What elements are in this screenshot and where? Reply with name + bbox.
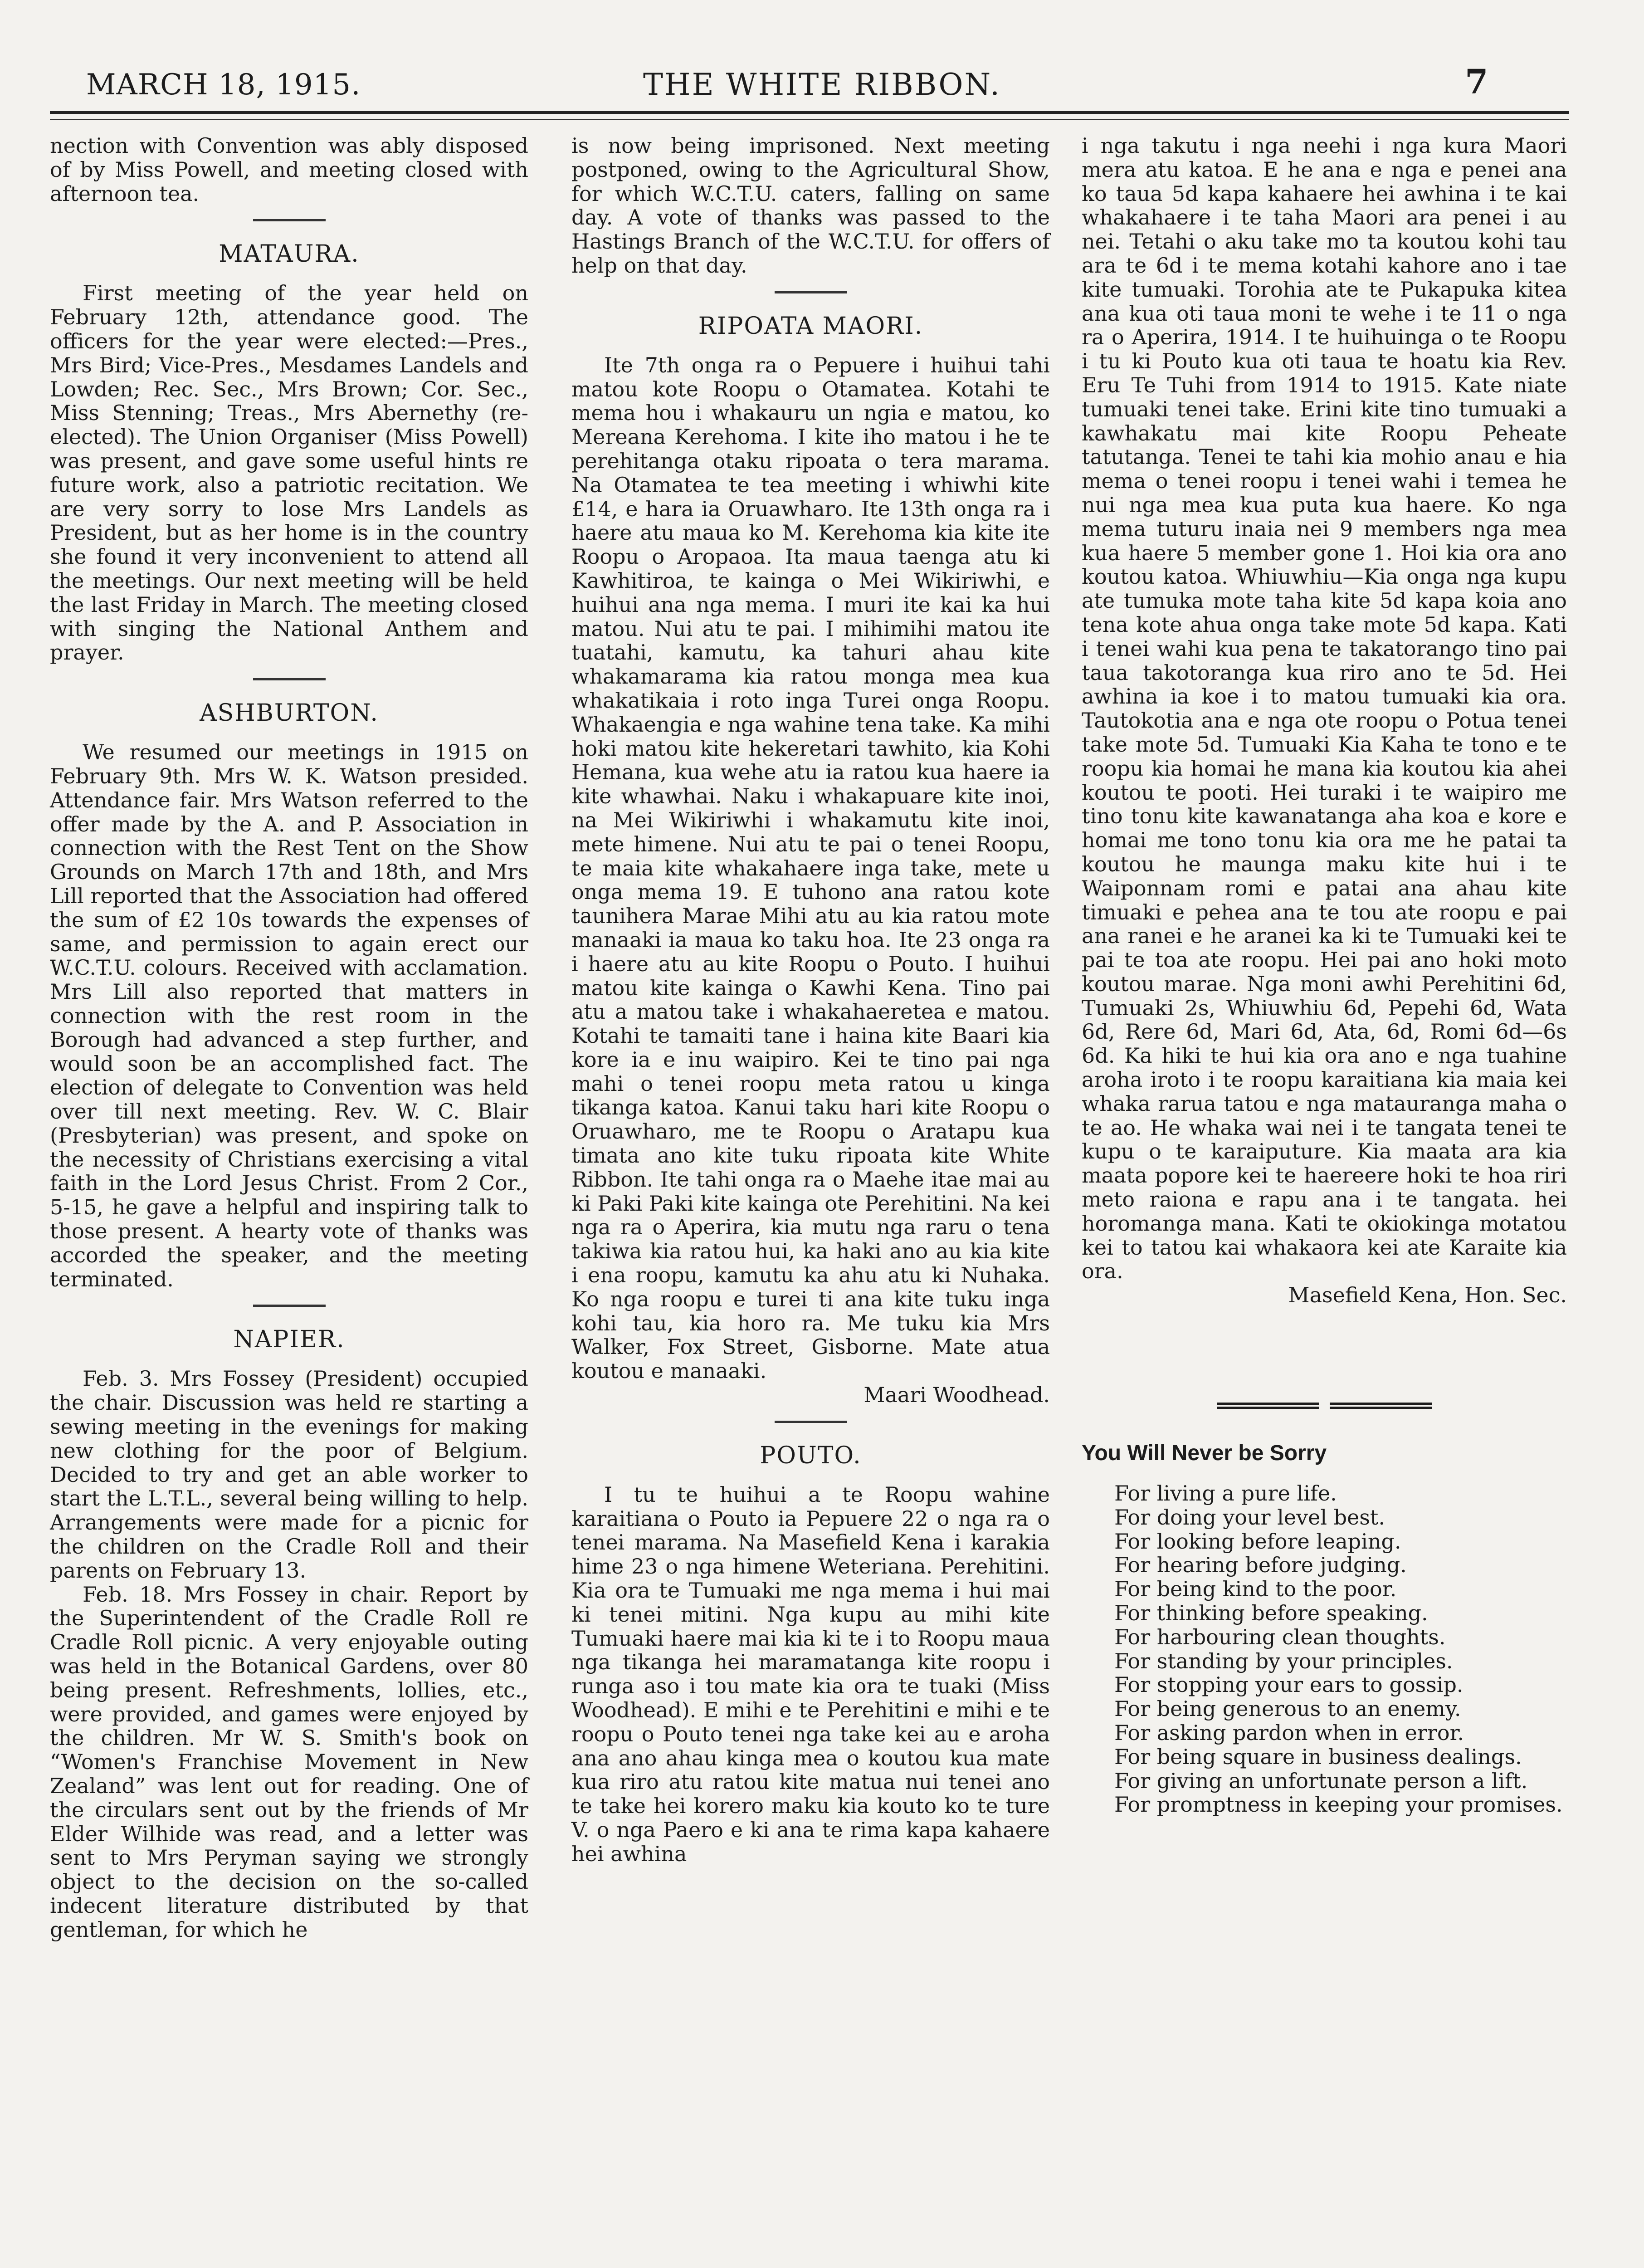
poem-line: For thinking before speaking. bbox=[1114, 1601, 1428, 1626]
section-divider bbox=[253, 1305, 326, 1307]
issue-date: MARCH 18, 1915. bbox=[86, 68, 361, 102]
section-heading-ashburton: ASHBURTON. bbox=[200, 699, 379, 727]
section-divider bbox=[253, 678, 326, 680]
masthead-rule-thin bbox=[50, 119, 1569, 120]
continued-paragraph: nection with Convention was ably disposed of by Miss Powell, and meeting closed with afternoon tea. bbox=[50, 133, 528, 206]
poem bbox=[1082, 1481, 1567, 1817]
poem-line: For being generous to an enemy. bbox=[1114, 1696, 1461, 1721]
ripoata-maori-report: Ite 7th onga ra o Pepuere i huihui tahi matou kote Roopu o Otamatea. Kotahi te mema hou i whakauru un ngia e matou, ko Mereana Kerehoma. I kite iho matou i he te perehitanga otaku ripoata o tera marama. Na Otamatea te tea meeting i whiwhi kite £14, e hara ia Oruawharo. Ite 13th onga ra i haere atu maua ko M. Kerehoma kia kite ite Roopu o Aropaoa. Ita maua taenga atu ki Kawhitiroa, te kainga o Mei Wikiriwhi, e huihui ana nga mema. I muri ite kai ka hui matou. Nui atu te pai. I mihimihi matou ite tuatahi, kamutu, ka tahuri ahau kite whakamarama kia ratou monga mea kua whakatikaia i roto inga Turei onga Roopu. Whakaengia e nga wahine tena take. Ka mihi hoki matou kite hekeretari tawhito, kia Kohi Hemana, kua wehe atu ia ratou kua haere ia kite whawhai. Naku i whakapuare kite inoi, na Mei Wikiriwhi i whakamutu kite inoi, mete himene. Nui atu te pai o tenei Roopu, te maia kite whakahaere inga take, mete u onga mema 19. E tuhono ana ratou kote taunihera Marae Mihi atu au kia ratou mote manaaki ia maua ko taku hoa. Ite 23 onga ra i haere atu au kite Roopu o Pouto. I huihui matou kite kainga o Kawhi Kena. Tino pai atu a matou take i whakahaeretea e matou. Kotahi te tamaiti tane i haina kite Baari kia kore ia e inu waipiro. Kei te tino pai nga mahi o tenei roopu meta ratou u kinga tikanga katoa. Kanui taku hari kite Roopu o Oruawharo, me te Roopu o Aratapu kua timata ano kite tuku ripoata kite White Ribbon. Ite tahi onga ra o Maehe itae mai au ki Paki Paki kite kainga ote Perehitini. Na kei nga ra o Aperira, kia mutu nga raru o tena takiwa kia ratou hui, ka haki ano au kia kite i ena roopu, kamutu ka ahu atu ki Nuhaka. Ko nga roopu e turei ti ana kite tuku inga kohi tau, kia horo ra. Me tuku kia Mrs Walker, Fox Street, Gisborne. Mate atua koutou e manaaki. bbox=[571, 352, 1050, 1383]
napier-report-feb3: Feb. 3. Mrs Fossey (President) occupied the chair. Discussion was held re starting a sewing meeting in the evenings for making new clothing for the poor of Belgium. Decided to try and get an able worker to start the L.T.L., several being willing to help. Arrangements were made for a picnic for the children on the Cradle Roll and their parents on February 13. bbox=[50, 1366, 528, 1583]
poem-line: For doing your level best. bbox=[1114, 1505, 1385, 1530]
poem-line: For being kind to the poor. bbox=[1114, 1577, 1397, 1602]
newspaper-title: THE WHITE RIBBON. bbox=[643, 67, 1001, 102]
poem-line: For harbouring clean thoughts. bbox=[1114, 1624, 1446, 1649]
poem-line: For giving an unfortunate person a lift. bbox=[1114, 1768, 1528, 1793]
page-number: 7 bbox=[1465, 63, 1488, 102]
poem-line: For asking pardon when in error. bbox=[1114, 1721, 1464, 1745]
column-3 bbox=[1082, 134, 1567, 1817]
column-2 bbox=[571, 134, 1050, 1866]
ashburton-report: We resumed our meetings in 1915 on February 9th. Mrs W. K. Watson presided. Attendance fair. Mrs Watson referred to the offer made by the A. and P. Association in connection with the Rest Tent on the Show Grounds on March 17th and 18th, and Mrs Lill reported that the Association had offered the sum of £2 10s towards the expenses of same, and permission to again erect our W.C.T.U. colours. Received with acclamation. Mrs Lill also reported that matters in connection with the rest room in the Borough had advanced a step further, and would soon be an accomplished fact. The election of delegate to Convention was held over till next meeting. Rev. W. C. Blair (Presbyterian) was present, and spoke on the necessity of Christians exercising a vital faith in the Lord Jesus Christ. From 2 Cor., 5-15, he gave a helpful and inspiring talk to those present. A hearty vote of thanks was accorded the speaker, and the meeting terminated. bbox=[50, 740, 528, 1291]
section-divider bbox=[775, 291, 847, 293]
continued-paragraph: i nga takutu i nga neehi i nga kura Maori mera atu katoa. E he ana e nga e penei ana ko taua 5d kapa kahaere hei awhina i te kai whakahaere i te taha Maori ara penei i au nei. Tetahi o aku take mo ta koutou kohi tau ara te 6d i te mema kotahi kahore ano i tae kite tumuaki. Torohia ate te Pukapuka kitea ana kua oti taua moni te wehe i te 11 o nga ra o Aperira, 1914. I te huihuinga o te Roopu i tu ki Pouto kua oti taua te hoatu kia Rev. Eru Te Tuhi from 1914 to 1915. Kate niate tumuaki tenei take. Erini kite tino tumuaki a kawhakatu mai kite Roopu Peheate tatutanga. Tenei te tahi kia mohio anau e hia mema o tenei roopu i tenei wahi i temea he nui nga mea kua puta kua haere. Ko nga mema tuturu inaia nei 9 members nga mea kua haere 5 member gone 1. Hoi kia ora ano koutou katoa. Whiuwhiu—Kia onga nga kupu ate tumuka mote taha kite 5d kapa koia ano tena kote ahua onga take mote 5d kapa. Kati i tenei wahi kua pena te takatorango tino pai taua takotoranga kua riro ano te 5d. Hei awhina ia koe i to matou tumuaki kia ora. Tautokotia ana e nga ote roopu o Potua tenei take mote 5d. Tumuaki Kia Kaha te tono e te roopu kia homai he mana kia koutou kia ahei koutou te pooti. Hei turaki i te waipiro me tino tonu kite kawanatanga aha koa e kore e homai me tono tonu kia ora me he patai ta koutou he maunga maku kite hui i te Waiponnam romi e patai ana ahau kite timuaki e pehea ana te tou ate roopu e pai ana ranei e he aranei ka ki te Tumuaki kei te pai te toa ate roopu. Hei pai ano hoki moto koutou marae. Nga moni awhi Perehitini 6d, Tumuaki 2s, Whiuwhiu 6d, Pepehi 6d, Wata 6d, Rere 6d, Mari 6d, Ata, 6d, Romi 6d—6s 6d. Ka hiki te hui kia ora ano e nga tuahine aroha iroto i te roopu karaitiana kia maia kei whaka rarua tatou e nga matauranga maha o te ao. He whaka wai nei i te tangata tenei te kupu o te karaiputure. Kia maata ara kia maata popore kei te haereere hoki te hoa riri meto raiona e rapu ana i te tangata. hei horomanga mana. Kati te okiokinga motatou kei to tatou kai whakaora kei ate Karaite kia ora. bbox=[1082, 133, 1567, 1284]
section-divider bbox=[253, 219, 326, 221]
poem-line: For living a pure life. bbox=[1114, 1481, 1337, 1506]
pouto-report: I tu te huihui a te Roopu wahine karaitiana o Pouto ia Pepuere 22 o nga ra o tenei marama. Na Masefield Kena i karakia hime 23 o nga himene Weteriana. Perehitini. Kia ora te Tumuaki me nga mema i hui mai ki tenei mitini. Nga kupu au mihi kite Tumuaki haere mai kia ki te i to Roopu maua nga tikanga hei maramatanga kite roopu i runga aso i tou mate kia ora te tuaki (Miss Woodhead). E mihi e te Perehitini e mihi e te roopu o Pouto tenei nga take kei au e aroha ana ano ahau kinga mea o koutou kua mate kua riro atu ratou kite matua nui tenei ano te take hei korero maku kia kouto ko te ture V. o nga Paero e ki ana te rima kapa kahaere hei awhina bbox=[571, 1482, 1050, 1866]
poem-line: For promptness in keeping your promises. bbox=[1114, 1792, 1563, 1817]
section-heading-napier: NAPIER. bbox=[233, 1326, 345, 1354]
section-heading-mataura: MATAURA. bbox=[219, 240, 360, 268]
masthead bbox=[0, 0, 1644, 136]
poem-line: For stopping your ears to gossip. bbox=[1114, 1672, 1464, 1697]
masthead-rule bbox=[50, 111, 1569, 114]
section-heading-ripoata-maori: RIPOATA MAORI. bbox=[698, 312, 923, 340]
report-signature: Masefield Kena, Hon. Sec. bbox=[1288, 1283, 1567, 1308]
poem-line: For hearing before judging. bbox=[1114, 1553, 1407, 1578]
column-1 bbox=[50, 134, 528, 1942]
double-rule-divider bbox=[1082, 1403, 1567, 1409]
napier-report-feb18: Feb. 18. Mrs Fossey in chair. Report by the Superintendent of the Cradle Roll re Cradle Roll picnic. A very enjoyable outing was held in the Botanical Gardens, over 80 being present. Refreshments, lollies, etc., were provided, and games were enjoyed by the children. Mr W. S. Smith's book on “Women's Franchise Movement in New Zealand” was lent out for reading. One of the circulars sent out by the friends of Mr Elder Wilhide was read, and a letter was sent to Mrs Peryman saying we strongly object to the decision on the so-called indecent literature distributed by that gentleman, for which he bbox=[50, 1582, 528, 1942]
continued-paragraph: is now being imprisoned. Next meeting postponed, owing to the Agricultural Show, for which W.C.T.U. caters, falling on same day. A vote of thanks was passed to the Hastings Branch of the W.C.T.U. for offers of help on that day. bbox=[571, 133, 1050, 278]
poem-title: You Will Never be Sorry bbox=[1082, 1441, 1327, 1466]
section-heading-pouto: POUTO. bbox=[760, 1442, 862, 1469]
poem-line: For looking before leaping. bbox=[1114, 1529, 1401, 1554]
poem-line: For being square in business dealings. bbox=[1114, 1744, 1522, 1769]
section-divider bbox=[775, 1421, 847, 1423]
report-signature: Maari Woodhead. bbox=[863, 1383, 1050, 1408]
poem-line: For standing by your principles. bbox=[1114, 1648, 1453, 1673]
mataura-report: First meeting of the year held on February 12th, attendance good. The officers for the year were elected:—Pres., Mrs Bird; Vice-Pres., Mesdames Landels and Lowden; Rec. Sec., Mrs Brown; Cor. Sec., Miss Stenning; Treas., Mrs Abernethy (re-elected). The Union Organiser (Miss Powell) was present, and gave some useful hints re future work, also a patriotic recitation. We are very sorry to lose Mrs Landels as President, but as her home is in the country she found it very inconvenient to attend all the meetings. Our next meeting will be held the last Friday in March. The meeting closed with singing the National Anthem and prayer. bbox=[50, 281, 528, 665]
